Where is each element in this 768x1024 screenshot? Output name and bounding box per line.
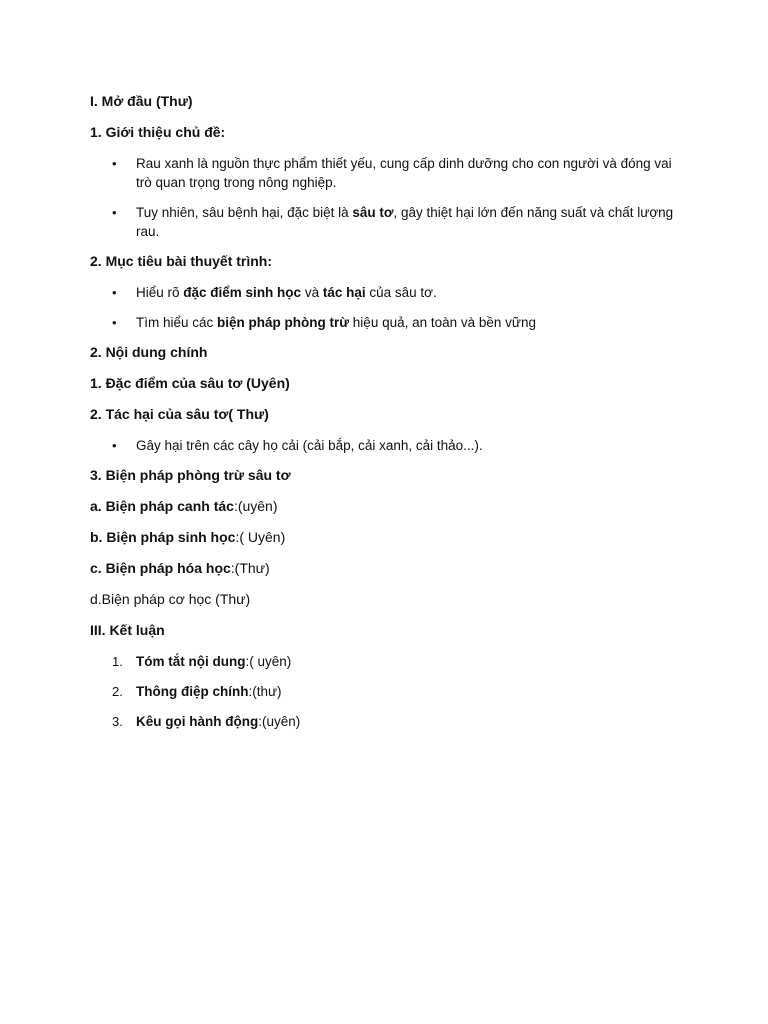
section-conclusion-heading: III. Kết luận <box>90 622 165 638</box>
section-intro-heading: I. Mở đầu (Thư) <box>90 93 193 109</box>
bullet-text-pre: Tìm hiểu các <box>136 315 218 330</box>
measure-b-owner: :( Uyên) <box>235 529 286 545</box>
bullet-text-post: , gây thiệt hại lớn đến năng suất và chất lượng rau. <box>136 205 674 239</box>
list-item <box>90 283 690 302</box>
bullet-text-mid: và <box>301 285 323 300</box>
main-item3-heading: 3. Biện pháp phòng trừ sâu tơ <box>90 467 291 483</box>
measure-b-title: b. Biện pháp sinh học <box>90 529 236 545</box>
main-item2-list <box>90 436 690 455</box>
list-item <box>90 313 690 332</box>
intro-topic-heading: 1. Giới thiệu chủ đề: <box>90 124 226 140</box>
main-item2-heading: 2. Tác hại của sâu tơ( Thư) <box>90 406 269 422</box>
bullet-text-pre: Hiểu rõ <box>136 285 184 300</box>
conclusion-item-owner: :(thư) <box>248 684 282 699</box>
conclusion-item-title: Thông điệp chính <box>136 684 249 699</box>
list-item <box>90 682 690 701</box>
bullet-text: Rau xanh là nguồn thực phẩm thiết yếu, cung cấp dinh dưỡng cho con người và đóng vai trò quan trọng trong nông nghiệp. <box>136 156 672 190</box>
bullet-text-bold: tác hại <box>322 285 366 300</box>
conclusion-item-title: Tóm tắt nội dung <box>136 654 246 669</box>
measure-a <box>90 497 690 515</box>
list-item <box>90 436 690 455</box>
list-item <box>90 712 690 731</box>
bullet-text-pre: Tuy nhiên, sâu bệnh hại, đặc biệt là <box>136 205 353 220</box>
bullet-text-post: của sâu tơ. <box>365 285 437 300</box>
list-item <box>90 154 690 192</box>
measure-a-title: a. Biện pháp canh tác <box>90 498 234 514</box>
intro-goal-heading: 2. Mục tiêu bài thuyết trình: <box>90 253 273 269</box>
list-number: 1. <box>112 654 123 669</box>
list-number: 2. <box>112 684 123 699</box>
list-item <box>90 652 690 671</box>
bullet-text-bold: đặc điểm sinh học <box>183 285 302 300</box>
measure-c <box>90 559 690 577</box>
measure-c-owner: :(Thư) <box>230 560 270 576</box>
conclusion-item-title: Kêu gọi hành động <box>136 714 259 729</box>
measure-a-owner: :(uyên) <box>233 498 278 514</box>
conclusion-item-owner: :(uyên) <box>258 714 301 729</box>
bullet-text-post: hiệu quả, an toàn và bền vững <box>349 315 536 330</box>
section-main-heading: 2. Nội dung chính <box>90 344 208 360</box>
list-number: 3. <box>112 714 123 729</box>
main-item1-heading: 1. Đặc điểm của sâu tơ (Uyên) <box>90 375 290 391</box>
bullet-text-bold: sâu tơ <box>352 205 394 220</box>
bullet-text: Gây hại trên các cây họ cải (cải bắp, cải xanh, cải thảo...). <box>136 438 483 453</box>
conclusion-list <box>90 652 690 731</box>
measure-d: d.Biện pháp cơ học (Thư) <box>90 591 251 607</box>
measure-c-title: c. Biện pháp hóa học <box>90 560 231 576</box>
bullet-text-bold: biện pháp phòng trừ <box>217 315 350 330</box>
document-page <box>90 92 690 742</box>
measure-b <box>90 528 690 546</box>
intro-topic-list <box>90 154 690 241</box>
list-item <box>90 203 690 241</box>
intro-goal-list <box>90 283 690 332</box>
conclusion-item-owner: :( uyên) <box>245 654 292 669</box>
